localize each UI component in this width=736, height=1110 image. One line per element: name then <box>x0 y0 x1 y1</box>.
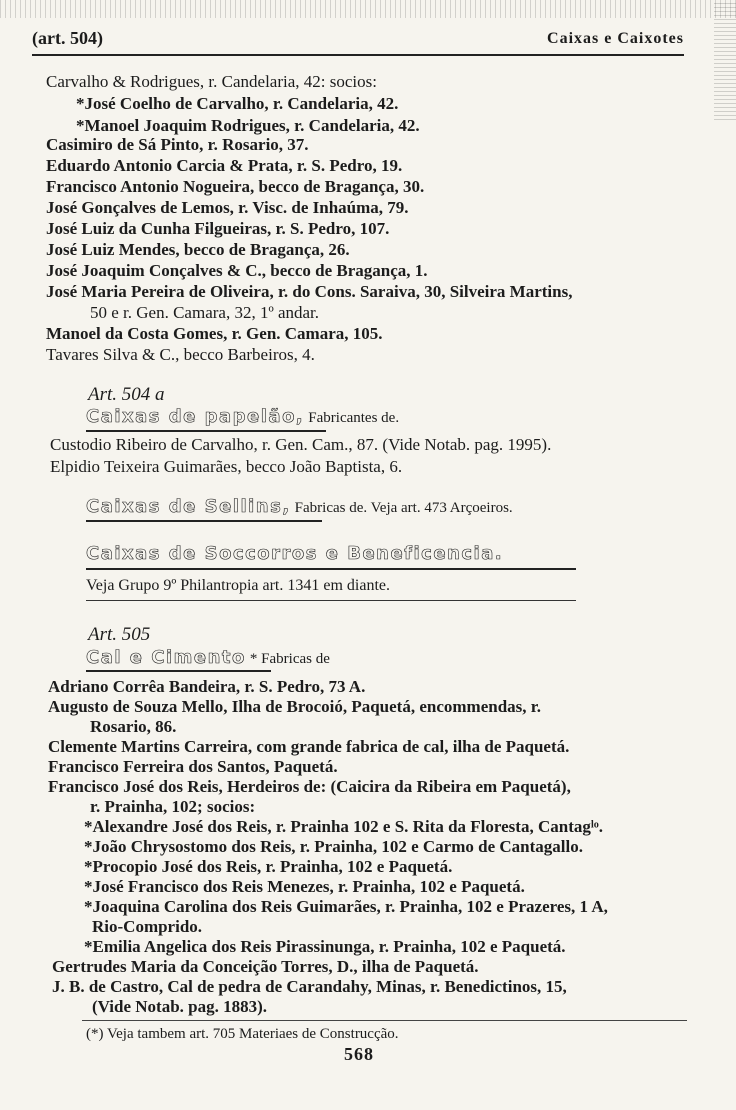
header-rule <box>32 54 684 56</box>
article-label: Art. 505 <box>88 624 151 645</box>
heading-text: Caixas de papelão, <box>86 406 305 427</box>
scan-edge-noise <box>0 0 736 18</box>
entry: José Luiz Mendes, becco de Bragança, 26. <box>46 240 350 259</box>
entry: Augusto de Souza Mello, Ilha de Brocoió, Paquetá, encommendas, r. <box>48 697 542 716</box>
entry-continuation: (Vide Notab. pag. 1883). <box>92 997 268 1016</box>
running-header <box>32 26 684 56</box>
section-heading <box>86 647 330 668</box>
entry: Manoel da Costa Gomes, r. Gen. Camara, 105. <box>46 324 383 343</box>
scan-edge-noise-right <box>714 0 736 120</box>
cross-reference: Veja Grupo 9º Philantropia art. 1341 em diante. <box>86 577 390 594</box>
entry: Casimiro de Sá Pinto, r. Rosario, 37. <box>46 135 309 154</box>
entry: Carvalho & Rodrigues, r. Candelaria, 42: socios: <box>46 72 377 91</box>
entry-partner: *Procopio José dos Reis, r. Prainha, 102 e Paquetá. <box>84 857 453 876</box>
entry-partner: *João Chrysostomo dos Reis, r. Prainha, 102 e Carmo de Cantagallo. <box>84 837 583 856</box>
entry: Francisco José dos Reis, Herdeiros de: (Caicira da Ribeira em Paquetá), <box>48 777 571 796</box>
heading-text: Caixas de Soccorros e Beneficencia. <box>86 543 504 564</box>
header-article-ref: (art. 504) <box>32 28 103 48</box>
header-title: Caixas e Caixotes <box>547 30 684 47</box>
entry: Eduardo Antonio Carcia & Prata, r. S. Pedro, 19. <box>46 156 403 175</box>
heading-text: Cal e Cimento <box>86 647 246 668</box>
footnote-rule <box>82 1020 687 1021</box>
heading-subtitle: Fabricas de. Veja art. 473 Arçoeiros. <box>294 500 513 516</box>
entry-continuation: 50 e r. Gen. Camara, 32, 1º andar. <box>90 303 320 322</box>
heading-subtitle: * Fabricas de <box>249 651 330 667</box>
entry-partner: *José Francisco dos Reis Menezes, r. Prainha, 102 e Paquetá. <box>84 877 525 896</box>
heading-subtitle: Fabricantes de. <box>308 410 400 426</box>
entry-continuation: Rosario, 86. <box>90 717 177 736</box>
entry: J. B. de Castro, Cal de pedra de Carandahy, Minas, r. Benedictinos, 15, <box>52 977 567 996</box>
entry: José Joaquim Conçalves & C., becco de Bragança, 1. <box>46 261 428 280</box>
entry-continuation: r. Prainha, 102; socios: <box>90 797 256 816</box>
entry: Gertrudes Maria da Conceição Torres, D., ilha de Paquetá. <box>52 957 479 976</box>
entry: Tavares Silva & C., becco Barbeiros, 4. <box>46 345 315 364</box>
article-label: Art. 504 a <box>88 384 165 405</box>
entry-partner: *Joaquina Carolina dos Reis Guimarães, r. Prainha, 102 e Prazeres, 1 A, <box>84 897 608 916</box>
entry-partner: *Emilia Angelica dos Reis Pirassinunga, r. Prainha, 102 e Paquetá. <box>84 937 566 956</box>
heading-underline <box>86 430 326 432</box>
entry: José Gonçalves de Lemos, r. Visc. de Inhaúma, 79. <box>46 198 409 217</box>
entry-partner: *Manoel Joaquim Rodrigues, r. Candelaria, 42. <box>76 116 420 135</box>
entry: Adriano Corrêa Bandeira, r. S. Pedro, 73 A. <box>48 677 366 696</box>
entry: Francisco Ferreira dos Santos, Paquetá. <box>48 757 338 776</box>
section-heading <box>86 543 503 564</box>
heading-underline <box>86 670 271 672</box>
page-number: 568 <box>344 1044 374 1064</box>
heading-underline <box>86 568 576 570</box>
entry: Custodio Ribeiro de Carvalho, r. Gen. Cam., 87. (Vide Notab. pag. 1995). <box>50 435 552 454</box>
entry: José Maria Pereira de Oliveira, r. do Cons. Saraiva, 30, Silveira Martins, <box>46 282 573 301</box>
entry-partner: *Alexandre José dos Reis, r. Prainha 102 e S. Rita da Floresta, Cantagˡᵒ. <box>84 817 603 836</box>
section-rule <box>86 600 576 601</box>
section-heading <box>86 406 399 427</box>
heading-underline <box>86 520 322 522</box>
entry-continuation: Rio-Comprido. <box>92 917 203 936</box>
entry: Elpidio Teixeira Guimarães, becco João Baptista, 6. <box>50 457 403 476</box>
entry: Francisco Antonio Nogueira, becco de Bragança, 30. <box>46 177 425 196</box>
entry-partner: *José Coelho de Carvalho, r. Candelaria, 42. <box>76 94 399 113</box>
entry: Clemente Martins Carreira, com grande fabrica de cal, ilha de Paquetá. <box>48 737 570 756</box>
heading-text: Caixas de Sellins, <box>86 496 291 517</box>
section-heading <box>86 496 513 517</box>
footnote: (*) Veja tambem art. 705 Materiaes de Construcção. <box>86 1026 399 1042</box>
entry: José Luiz da Cunha Filgueiras, r. S. Pedro, 107. <box>46 219 390 238</box>
